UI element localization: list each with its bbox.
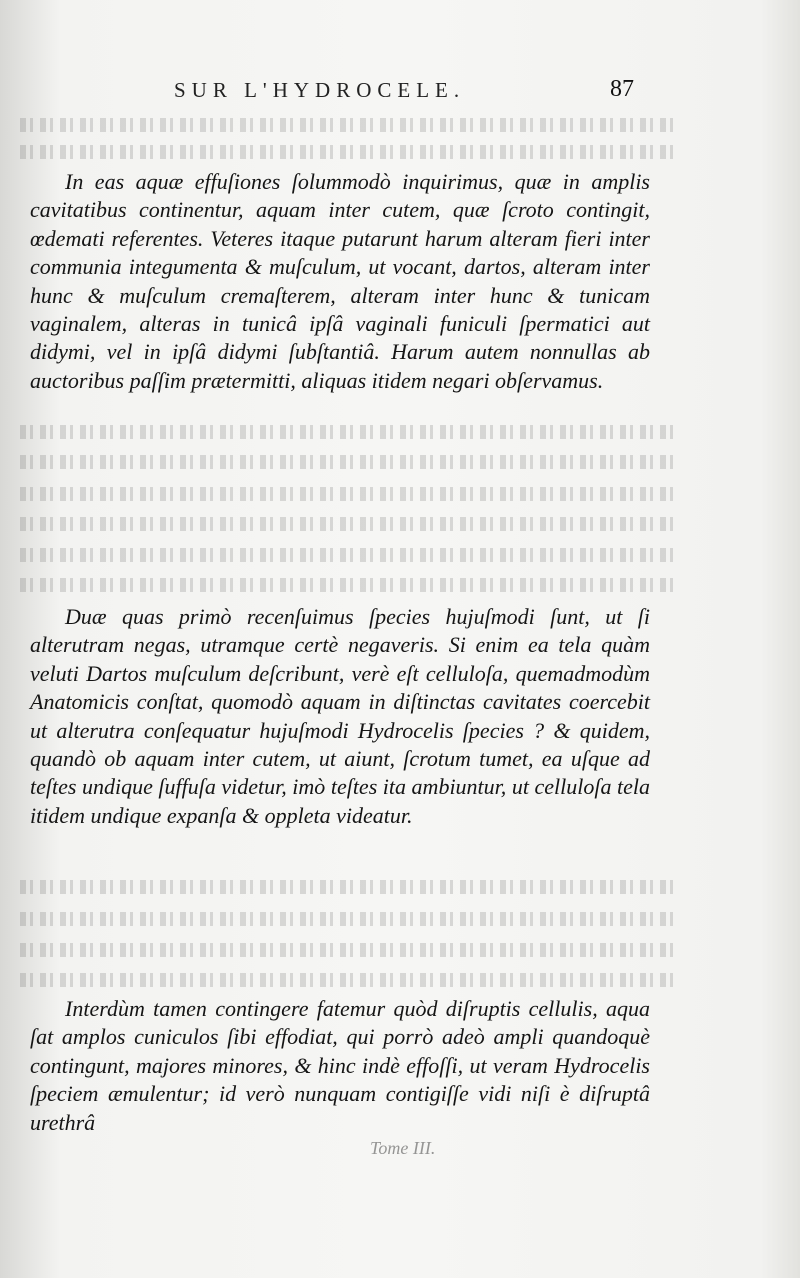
bleed-through-line	[20, 578, 680, 592]
bleed-through-line	[20, 487, 680, 501]
running-head: SUR L'HYDROCELE.	[174, 78, 466, 102]
paragraph-1	[30, 168, 650, 395]
signature-mark: Tome III.	[370, 1138, 436, 1158]
bleed-through-line	[20, 880, 680, 894]
bleed-through-line	[20, 548, 680, 562]
bleed-through-line	[20, 517, 680, 531]
paragraph-3	[30, 995, 650, 1137]
bleed-through-line	[20, 145, 680, 159]
bleed-through-line	[20, 943, 680, 957]
paragraph-2	[30, 603, 650, 830]
bleed-through-line	[20, 118, 680, 132]
page-header	[170, 76, 640, 108]
bleed-through-line	[20, 973, 680, 987]
bleed-through-line	[20, 912, 680, 926]
paragraph-text: In eas aquæ effuſiones ſolummodò inquirimus, quæ in amplis cavitatibus continentur, aquam inter cutem, quæ ſcroto contingit, œdemati referentes. Veteres itaque putarunt harum alteram fieri inter communia integumenta & muſculum, ut vocant, dartos, alteram inter hunc & muſculum cremaſterem, alteram inter hunc & tunicam vaginalem, alteras in tunicâ ipſâ vaginali funiculi ſpermatici aut didymi, vel in ipſâ didymi ſubſtantiâ. Harum autem nonnullas ab auctoribus paſſim prætermitti, aliquas itidem negari obſervamus.	[30, 169, 650, 393]
paragraph-text: Duæ quas primò recenſuimus ſpecies hujuſmodi ſunt, ut ſi alterutram negas, utramque certè negaveris. Si enim ea tela quàm veluti Dartos muſculum deſcribunt, verè eſt celluloſa, quemadmodùm Anatomicis conſtat, quomodò aquam in diſtinctas cavitates coercebit ut alterutra conſequatur hujuſmodi Hydrocelis ſpecies ? & quidem, quandò ob aquam inter cutem, ut aiunt, ſcrotum tumet, ea uſque ad teſtes undique ſuffuſa videtur, imò teſtes ita ambiuntur, ut celluloſa tela itidem undique expanſa & oppleta videatur.	[30, 604, 650, 828]
bleed-through-line	[20, 425, 680, 439]
bleed-through-line	[20, 455, 680, 469]
page-number: 87	[610, 76, 634, 102]
paragraph-text: Interdùm tamen contingere fatemur quòd diſruptis cellulis, aqua ſat amplos cuniculos ſibi effodiat, qui porrò adeò ampli quandoquè contingunt, majores minores, & hinc indè effoſſi, ut veram Hydrocelis ſpeciem æmulentur; id verò nunquam contigiſſe vidi niſi è diſruptâ urethrâ	[30, 996, 650, 1135]
